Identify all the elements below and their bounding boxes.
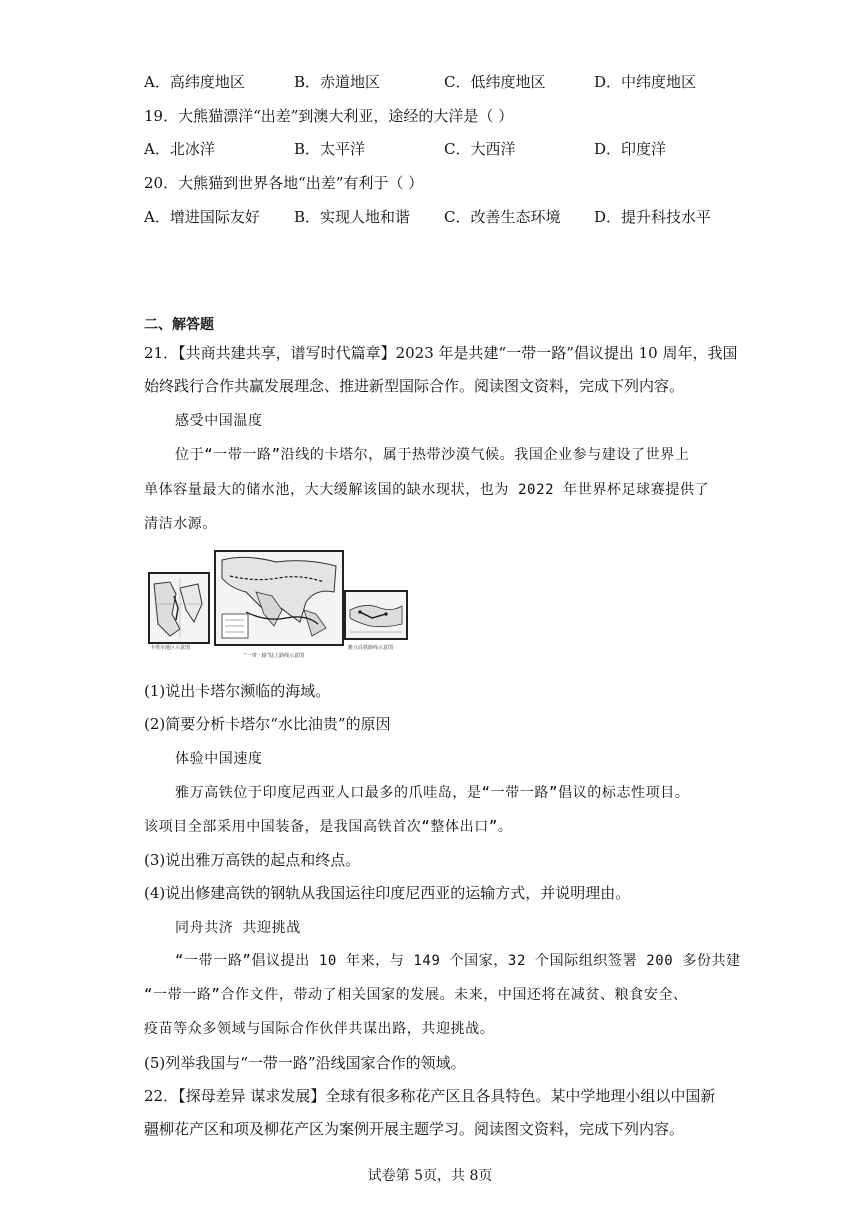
- q21-part2-title: 体验中国速度: [175, 751, 263, 767]
- jakarta-bandung-map: [344, 590, 408, 640]
- q22-line1: 22．【探母差异 谋求发展】全球有很多称花产区且各具特色。某中学地理小组以中国新: [144, 1087, 716, 1105]
- q21-sub2: (2)简要分析卡塔尔“水比油贵”的原因: [144, 715, 391, 733]
- q22-line2: 疆柳花产区和项及柳花产区为案例开展主题学习。阅读图文资料，完成下列内容。: [144, 1120, 685, 1138]
- q21-part2-line1: 雅万高铁位于印度尼西亚人口最多的爪哇岛，是“一带一路”倡议的标志性项目。: [175, 785, 690, 801]
- page-footer: 试卷第 5页，共 8页: [367, 1168, 493, 1184]
- q21-part1-title: 感受中国温度: [175, 413, 263, 429]
- q21-intro-line2: 始终践行合作共赢发展理念、推进新型国际合作。阅读图文资料，完成下列内容。: [144, 377, 685, 395]
- q19-option-d: D．印度洋: [594, 140, 667, 158]
- q20-option-a: A．增进国际友好: [144, 208, 260, 226]
- q20-option-d: D．提升科技水平: [594, 208, 712, 226]
- jakarta-bandung-map-drawing: [346, 592, 406, 638]
- q20-option-c: C．改善生态环境: [444, 208, 561, 226]
- belt-road-map: [214, 550, 344, 646]
- belt-road-map-caption: “一带一路”陆上路线示意图: [244, 653, 305, 659]
- q21-sub4: (4)说出修建高铁的钢轨从我国运往印度尼西亚的运输方式，并说明理由。: [144, 884, 631, 902]
- q19-stem: 19．大熊猫漂洋“出差”到澳大利亚，途经的大洋是（ ）: [144, 107, 514, 125]
- q21-part3-line3: 疫苗等众多领域与国际合作伙伴共谋出路，共迎挑战。: [144, 1021, 495, 1037]
- q18-option-b: B．赤道地区: [294, 73, 381, 91]
- jakarta-bandung-map-caption: 雅万高铁路线示意图: [348, 645, 394, 651]
- q21-part3-title: 同舟共济 共迎挑战: [175, 920, 301, 936]
- q18-option-d: D．中纬度地区: [594, 73, 697, 91]
- q21-sub1: (1)说出卡塔尔濒临的海域。: [144, 682, 331, 700]
- q21-intro-line1: 21．【共商共建共享，谱写时代篇章】2023 年是共建“一带一路”倡议提出 10 周年，我国: [144, 344, 738, 362]
- q21-part1-line2: 单体容量最大的储水池，大大缓解该国的缺水现状，也为 2022 年世界杯足球赛提供了: [144, 482, 710, 498]
- q20-option-b: B．实现人地和谐: [294, 208, 411, 226]
- q19-option-c: C．大西洋: [444, 140, 516, 158]
- q21-part2-line2: 该项目全部采用中国装备，是我国高铁首次“整体出口”。: [144, 819, 513, 835]
- section-title: 二、解答题: [144, 317, 214, 333]
- q21-part3-line1: “一带一路”倡议提出 10 年来，与 149 个国家，32 个国际组织签署 200 多份共建: [175, 953, 741, 969]
- qatar-map-drawing: [150, 574, 208, 642]
- q21-part1-line1: 位于“一带一路”沿线的卡塔尔，属于热带沙漠气候。我国企业参与建设了世界上: [175, 447, 690, 463]
- q19-option-b: B．太平洋: [294, 140, 366, 158]
- q19-option-a: A．北冰洋: [144, 140, 215, 158]
- q21-part3-line2: “一带一路”合作文件，带动了相关国家的发展。未来，中国还将在减贫、粮食安全、: [144, 987, 688, 1003]
- q21-part1-line3: 清洁水源。: [144, 516, 217, 532]
- belt-road-map-drawing: [216, 552, 342, 644]
- q21-sub5: (5)列举我国与“一带一路”沿线国家合作的领域。: [144, 1054, 466, 1072]
- q18-option-a: A．高纬度地区: [144, 73, 245, 91]
- qatar-map: [148, 572, 210, 644]
- maps-figure: [148, 548, 712, 662]
- q21-sub3: (3)说出雅万高铁的起点和终点。: [144, 851, 361, 869]
- qatar-map-caption: 卡塔尔地区示意图: [150, 645, 191, 651]
- q20-stem: 20．大熊猫到世界各地“出差”有利于（ ）: [144, 174, 424, 192]
- q18-option-c: C．低纬度地区: [444, 73, 546, 91]
